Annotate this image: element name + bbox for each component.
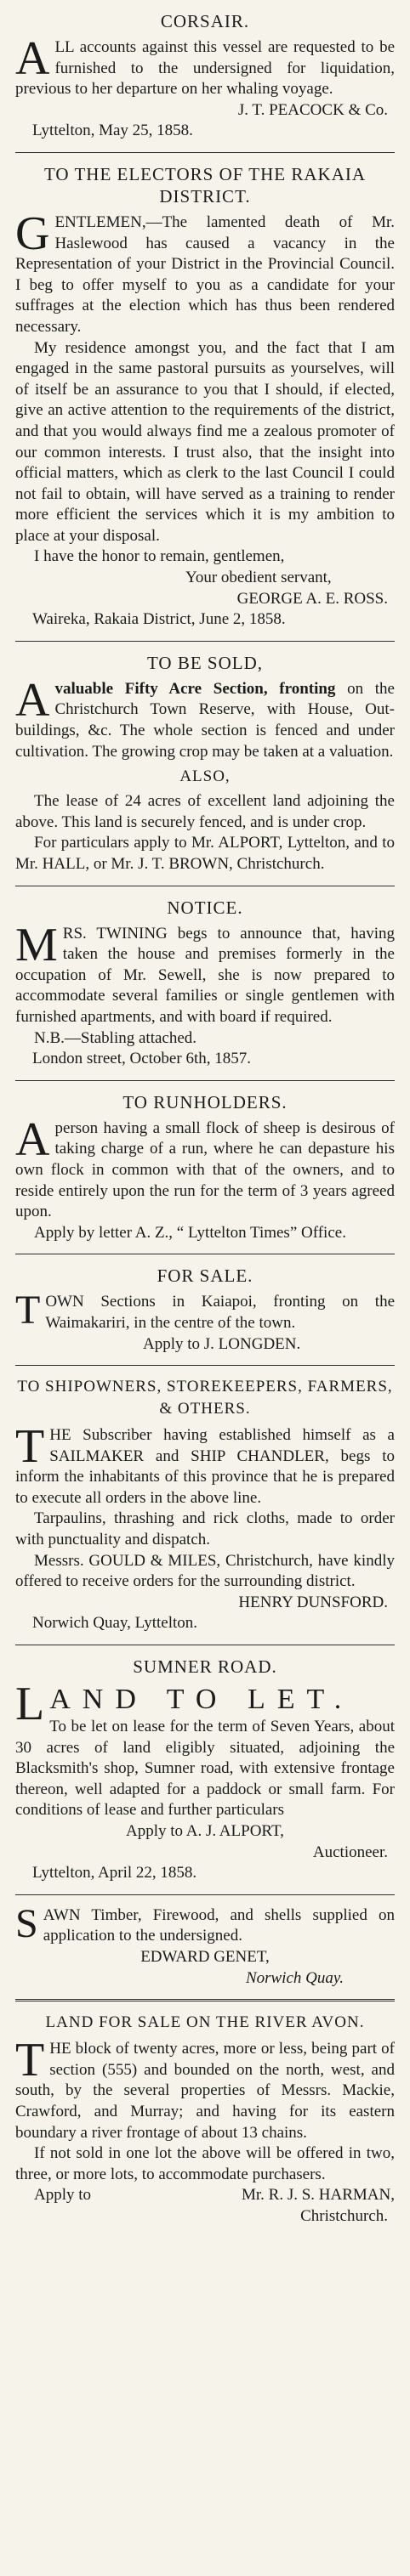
ad-body: Tarpaulins, thrashing and rick cloths, made to order with punctuality and dispatch. xyxy=(15,1509,395,1549)
ad-body-bold: valuable Fifty Acre Section, fronting xyxy=(54,679,336,698)
divider xyxy=(15,1080,395,1081)
ad-date: Waireka, Rakaia District, June 2, 1858. xyxy=(32,610,286,629)
ad-notice xyxy=(15,897,395,1070)
ad-title: Auctioneer. xyxy=(312,1843,388,1861)
ad-apply: Apply to A. J. ALPORT, xyxy=(126,1822,284,1840)
divider xyxy=(15,1365,395,1366)
ad-body: Messrs. GOULD & MILES, Christchurch, have kindly offered to receive orders for the surrounding district. xyxy=(15,1551,395,1591)
ad-heading: TO RUNHOLDERS. xyxy=(122,1091,288,1112)
drop-cap: S xyxy=(15,1900,38,1946)
ad-heading: FOR SALE. xyxy=(157,1265,253,1287)
ad-body: For particulars apply to Mr. ALPORT, Lyttelton, and to Mr. HALL, or Mr. J. T. BROWN, Christchurch. xyxy=(15,834,395,873)
drop-cap: A xyxy=(15,1112,50,1166)
ad-apply-name: Mr. R. J. S. HARMAN, xyxy=(241,2186,395,2205)
ad-note: N.B.—Stabling attached. xyxy=(34,1028,197,1047)
ad-shipowners xyxy=(15,1376,395,1634)
ad-body: person having a small flock of sheep is desirous of taking charge of a run, where he can depasture his own flock in common with that of the owners, and to reside entirely upon the run for the term of 3 years agreed upon. xyxy=(15,1118,395,1221)
divider xyxy=(15,1894,395,1895)
divider xyxy=(15,152,395,153)
drop-cap: A xyxy=(15,673,50,727)
ad-for-sale xyxy=(15,1265,395,1355)
ad-place: Norwich Quay. xyxy=(245,1968,344,1987)
ad-runholders xyxy=(15,1091,395,1244)
drop-cap: M xyxy=(15,918,58,971)
ad-body: If not sold in one lot the above will be offered in two, three, or more lots, to accommodate purchasers. xyxy=(15,2144,395,2183)
ad-date: Lyttelton, May 25, 1858. xyxy=(32,122,193,140)
ad-apply-line xyxy=(15,2185,395,2206)
ad-signature: GEORGE A. E. ROSS. xyxy=(236,589,388,608)
ad-heading: LAND FOR SALE ON THE RIVER AVON. xyxy=(45,2013,365,2032)
ad-heading: CORSAIR. xyxy=(160,11,250,31)
drop-cap: T xyxy=(15,2034,45,2087)
ad-body: Apply by letter A. Z., “ Lyttelton Times” Office. xyxy=(34,1223,346,1242)
ad-apply: Apply to J. LONGDEN. xyxy=(143,1334,301,1353)
ad-body: RS. TWINING begs to announce that, having taken the house and premises formerly in the occupation of Mr. Sewell, she is now prepared to accommodate several families or single gentlemen with furnished apartments, and with board if required. xyxy=(15,924,395,1026)
ad-signature: EDWARD GENET, xyxy=(140,1947,270,1966)
ad-body: ENTLEMEN,—The lamented death of Mr. Haslewood has caused a vacancy in the Representation of your District in the Provincial Council. I beg to offer myself to you as a candidate for your suffrages at the election which has thus been rendered necessary. xyxy=(15,212,395,336)
ad-electors xyxy=(15,163,395,631)
drop-cap: L xyxy=(15,1678,45,1731)
ad-date: London street, October 6th, 1857. xyxy=(32,1050,251,1068)
ad-body: My residence amongst you, and the fact that I am engaged in the same pastoral pursuits as yourselves, will of itself be an assurance to you that I should, if elected, give an active attention to the requirements of the district, and that you would always find me a zealous promoter of our common interests. I trust also, that the insight into official matters, which as clerk to the last Council I could not fail to obtain, will have served as a training to render more efficient the services which it is my ambition to place at your disposal. xyxy=(15,338,395,545)
ad-closing: Your obedient servant, xyxy=(185,569,332,587)
ad-heading: SUMNER ROAD. xyxy=(133,1656,277,1678)
ad-to-be-sold xyxy=(15,652,395,875)
ad-body: The lease of 24 acres of excellent land adjoining the above. This land is securely fenced, and is under crop. xyxy=(15,792,395,831)
divider xyxy=(15,1999,395,2001)
drop-cap: T xyxy=(15,1420,45,1474)
ad-date: Lyttelton, April 22, 1858. xyxy=(32,1864,197,1882)
ad-closing: I have the honor to remain, gentlemen, xyxy=(34,547,285,566)
ad-heading: TO THE ELECTORS OF THE RAKAIA DISTRICT. xyxy=(43,163,367,207)
ad-heading: TO BE SOLD, xyxy=(146,652,264,673)
ad-apply: Apply to xyxy=(34,2186,92,2205)
ad-body: AWN Timber, Firewood, and shells supplied on application to the undersigned. xyxy=(43,1905,395,1945)
ad-body: To be let on lease for the term of Seven Years, about 30 acres of land eligibly situated, adjoining the Blacksmith's shop, Sumner road, with extensive frontage thereon, well adapted for a paddock or small farm. For conditions of lease and further particulars xyxy=(15,1718,395,1820)
ad-signature: J. T. PEACOCK & Co. xyxy=(237,100,388,119)
ad-body: OWN Sections in Kaiapoi, fronting on the Waimakariri, in the centre of the town. xyxy=(45,1293,395,1332)
ad-body: on the Christchurch Town Reserve, with House, Out-buildings, &c. The whole section is fenced and under cultivation. The growing crop may be taken at a valuation. xyxy=(15,679,395,761)
ad-headline: AND TO LET. xyxy=(49,1684,354,1716)
ad-body: HE Subscriber having established himself as a SAILMAKER and SHIP CHANDLER, begs to inform the inhabitants of this province that he is prepared to execute all orders in the above line. xyxy=(15,1426,395,1507)
ad-avon xyxy=(15,2012,395,2227)
divider xyxy=(15,641,395,642)
ad-sawn-timber xyxy=(15,1900,395,1989)
drop-cap: T xyxy=(15,1288,41,1333)
ad-place: Christchurch. xyxy=(300,2206,388,2225)
ad-body: HE block of twenty acres, more or less, being part of section (555) and bounded on the north, west, and south, by the several properties of Messrs. Mackie, Crawford, and Murray; and having for its eastern boundary a river frontage of about 13 chains. xyxy=(15,2040,395,2142)
ad-body: LL accounts against this vessel are requested to be furnished to the undersigned for liquidation, previous to her departure on her whaling voyage. xyxy=(15,38,395,99)
ad-heading: NOTICE. xyxy=(167,897,243,918)
drop-cap: A xyxy=(15,32,50,85)
ad-sumner-road xyxy=(15,1656,395,1884)
ad-corsair xyxy=(15,10,395,142)
drop-cap: G xyxy=(15,207,50,260)
ad-heading: TO SHIPOWNERS, STOREKEEPERS, FARMERS, & OTHERS. xyxy=(17,1378,393,1418)
ad-signature: HENRY DUNSFORD. xyxy=(238,1593,388,1611)
ad-subheading: ALSO, xyxy=(179,767,231,786)
ad-date: Norwich Quay, Lyttelton. xyxy=(32,1614,198,1633)
